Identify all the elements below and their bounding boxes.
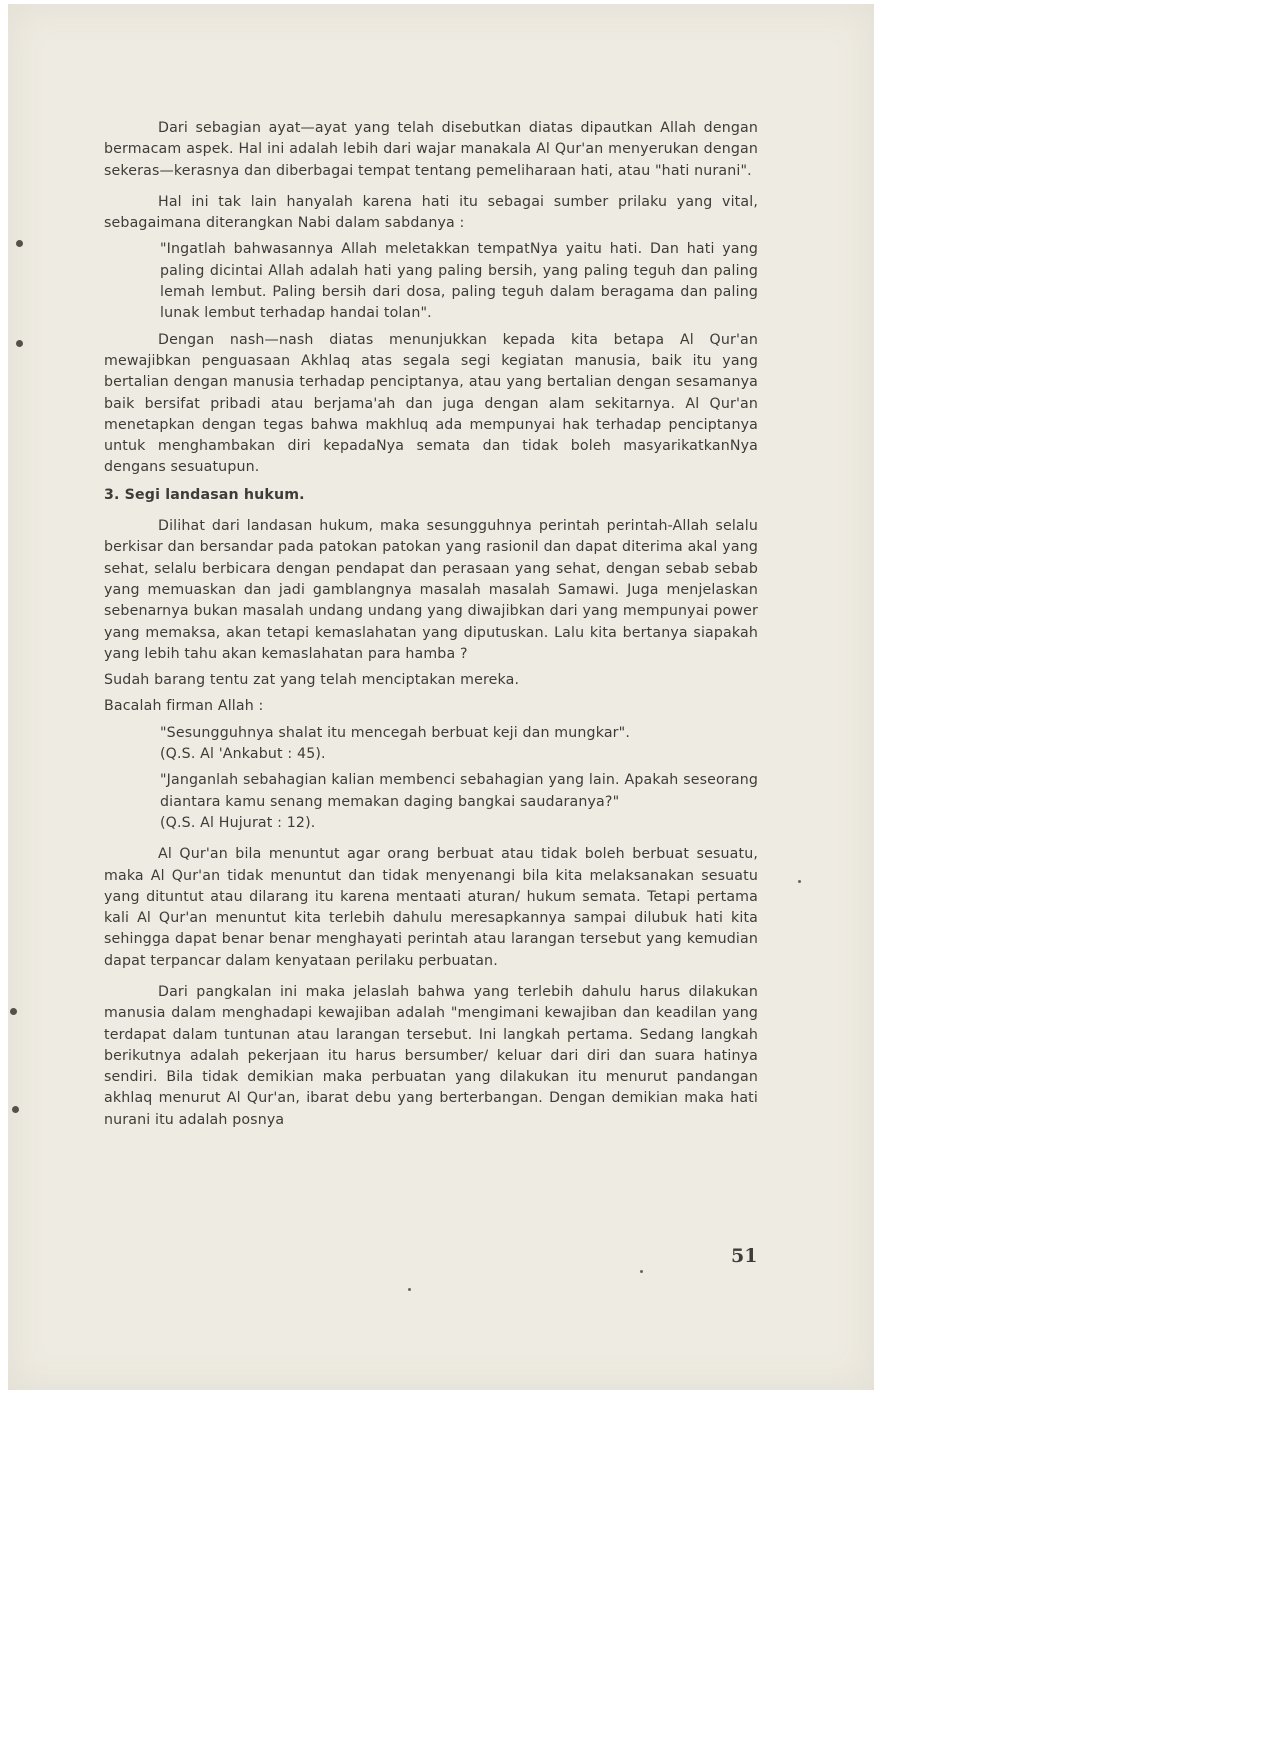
paragraph: Dengan nash—nash diatas menunjukkan kepada kita betapa Al Qur'an mewajibkan penguasaan Akhlaq atas segala segi kegiatan manusia, baik itu yang bertalian dengan manusia terhadap penciptanya, atau yang bertalian dengan sesamanya baik bersifat pribadi atau berjama'ah dan juga dengan alam sekitarnya. Al Qur'an menetapkan dengan tegas bahwa makhluq ada mempunyai hak terhadap penciptanya untuk menghambakan diri kepadaNya semata dan tidak boleh masyarikatkanNya dengans sesuatupun. (104, 331, 758, 476)
margin-mark (16, 240, 23, 247)
verse-citation: (Q.S. Al 'Ankabut : 45). (160, 746, 326, 763)
paragraph: Al Qur'an bila menuntut agar orang berbuat atau tidak boleh berbuat sesuatu, maka Al Qur'an tidak menuntut dan tidak menyenangi bila kita melaksanakan sesuatu yang dituntut atau dilarang itu karena mentaati aturan/ hukum semata. Tetapi pertama kali Al Qur'an menuntut kita terlebih dahulu meresapkannya sampai dilubuk hati kita sehingga dapat benar benar menghayati perintah atau larangan tersebut yang kemudian dapat terpancar dalam kenyataan perilaku perbuatan. (104, 846, 758, 969)
verse-quote: "Sesungguhnya shalat itu mencegah berbuat keji dan mungkar". (160, 724, 630, 741)
speck (408, 1288, 411, 1291)
scanned-page (8, 4, 874, 1390)
paragraph: Dari pangkalan ini maka jelaslah bahwa yang terlebih dahulu harus dilakukan manusia dalam menghadapi kewajiban adalah "mengimani kewajiban dan keadilan yang terdapat dalam tuntunan atau larangan tersebut. Ini langkah pertama. Sedang langkah berikutnya adalah pekerjaan itu harus bersumber/ keluar dari diri dan suara hatinya sendiri. Bila tidak demikian maka perbuatan yang dilakukan itu menurut pandangan akhlaq menurut Al Qur'an, ibarat debu yang berterbangan. Dengan demikian maka hati nurani itu adalah posnya (104, 983, 758, 1128)
paragraph: Bacalah firman Allah : (104, 698, 264, 715)
section-heading: 3. Segi landasan hukum. (104, 486, 305, 503)
verse-quote: "Janganlah sebahagian kalian membenci sebahagian yang lain. Apakah seseorang diantara kamu senang memakan daging bangkai saudaranya?" (160, 772, 758, 810)
margin-mark (16, 340, 23, 347)
paragraph: Dari sebagian ayat—ayat yang telah disebutkan diatas dipautkan Allah dengan bermacam aspek. Hal ini adalah lebih dari wajar manakala Al Qur'an menyerukan dengan sekeras—kerasnya dan diberbagai tempat tentang pemeliharaan hati, atau "hati nurani". (104, 120, 758, 179)
margin-mark (10, 1008, 17, 1015)
page-number: 51 (731, 1245, 758, 1267)
speck (798, 880, 801, 883)
speck (640, 1270, 643, 1273)
body-text (104, 118, 758, 1131)
paragraph: Sudah barang tentu zat yang telah menciptakan mereka. (104, 672, 520, 689)
margin-mark (12, 1106, 19, 1113)
paragraph: Hal ini tak lain hanyalah karena hati itu sebagai sumber prilaku yang vital, sebagaimana diterangkan Nabi dalam sabdanya : (104, 193, 758, 232)
verse-citation: (Q.S. Al Hujurat : 12). (160, 814, 316, 831)
paragraph: Dilihat dari landasan hukum, maka sesungguhnya perintah perintah-Allah selalu berkisar dan bersandar pada patokan patokan yang rasionil dan dapat diterima akal yang sehat, selalu berbicara dengan pendapat dan perasaan yang sehat, dengan sebab sebab yang memuaskan dan jadi gamblangnya masalah masalah Samawi. Juga menjelaskan sebenarnya bukan masalah undang undang yang diwajibkan dari yang mempunyai power yang memaksa, akan tetapi kemaslahatan yang diputuskan. Lalu kita bertanya siapakah yang lebih tahu akan kemaslahatan para hamba ? (104, 518, 758, 662)
hadith-quote: "Ingatlah bahwasannya Allah meletakkan tempatNya yaitu hati. Dan hati yang paling dicintai Allah adalah hati yang paling bersih, yang paling teguh dan paling lemah lembut. Paling bersih dari dosa, paling teguh dalam beragama dan paling lunak lembut terhadap handai tolan". (160, 241, 758, 322)
